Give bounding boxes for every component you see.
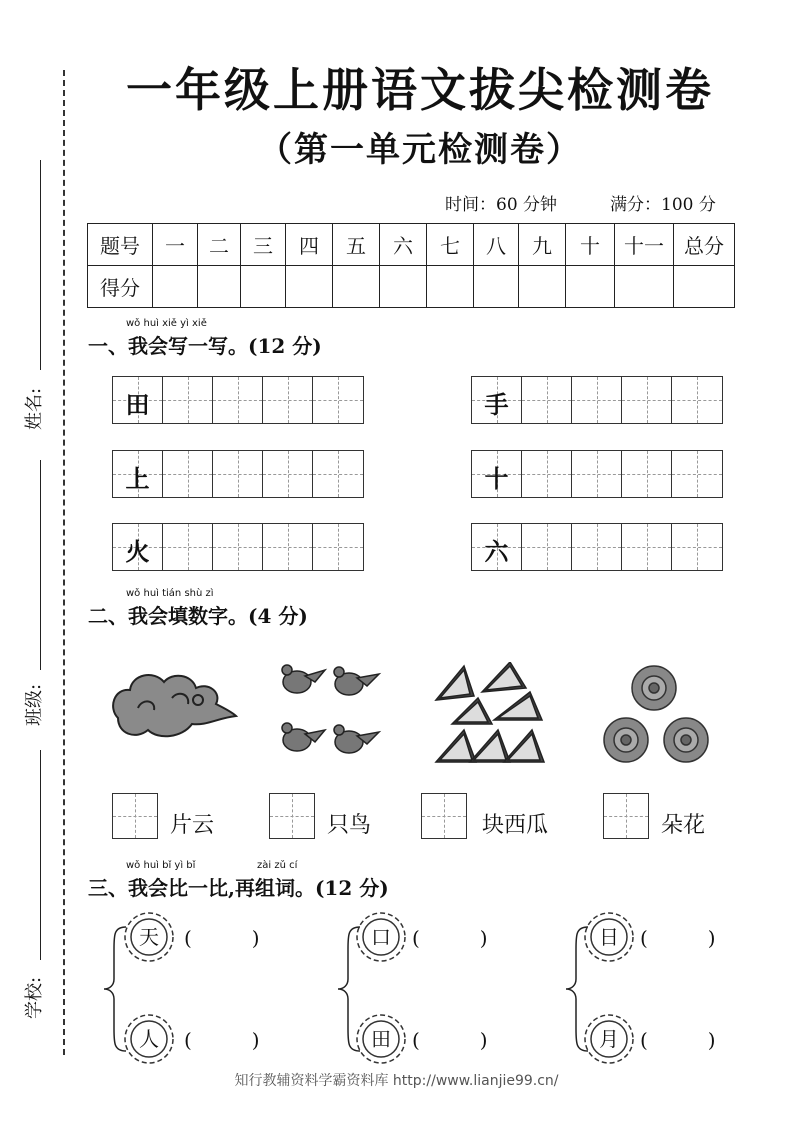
grid-cell[interactable] [672, 451, 722, 497]
word-answer-blank[interactable]: ( ) [412, 1028, 488, 1052]
grid-cell[interactable] [622, 377, 672, 423]
score-input-cell[interactable] [566, 266, 615, 308]
grid-cell[interactable] [313, 377, 363, 423]
table-cell: 四 [286, 224, 333, 266]
section2-title: 二、我会填数字。(4 分) [88, 604, 308, 628]
grid-cell[interactable] [213, 377, 263, 423]
section3-title: 三、我会比一比,再组词。(12 分) [88, 876, 389, 900]
section1-title: 一、我会写一写。(12 分) [88, 334, 322, 358]
table-cell: 七 [427, 224, 474, 266]
score-input-cell[interactable] [241, 266, 286, 308]
score-input-cell[interactable] [380, 266, 427, 308]
grid-cell[interactable] [522, 377, 572, 423]
grid-cell[interactable] [522, 524, 572, 570]
compare-char: 天 [139, 925, 159, 949]
number-input-box[interactable] [603, 793, 649, 839]
score-table-header-row [88, 224, 735, 266]
number-input-box[interactable] [112, 793, 158, 839]
model-char: 十 [484, 464, 509, 493]
grid-cell [113, 524, 163, 570]
score-table [87, 223, 735, 308]
section2-pinyin: wǒ huì tián shù zì [126, 588, 214, 599]
table-cell: 总分 [674, 224, 735, 266]
grid-cell[interactable] [622, 524, 672, 570]
table-cell: 五 [333, 224, 380, 266]
model-char: 田 [125, 390, 150, 419]
school-blank-line [40, 750, 41, 960]
grid-cell[interactable] [213, 451, 263, 497]
grid-cell[interactable] [163, 451, 213, 497]
grid-cell[interactable] [572, 451, 622, 497]
score-input-cell[interactable] [286, 266, 333, 308]
table-cell: 得分 [88, 266, 153, 308]
grid-cell [113, 377, 163, 423]
section1-pinyin: wǒ huì xiě yì xiě [126, 318, 207, 329]
class-label: 班级: [24, 683, 46, 727]
table-cell: 十 [566, 224, 615, 266]
score-input-cell[interactable] [615, 266, 674, 308]
writing-grid-row [112, 376, 364, 424]
model-char: 上 [125, 464, 150, 493]
word-answer-blank[interactable]: ( ) [412, 926, 488, 950]
grid-cell[interactable] [263, 524, 313, 570]
table-cell: 题号 [88, 224, 153, 266]
unit-label: 片云 [170, 813, 215, 838]
score-input-cell[interactable] [198, 266, 241, 308]
grid-cell[interactable] [163, 377, 213, 423]
writing-grid-row [471, 376, 723, 424]
score-table-score-row [88, 266, 735, 308]
class-blank-line [40, 460, 41, 670]
compare-char: 人 [139, 1027, 159, 1051]
grid-cell [472, 451, 522, 497]
unit-label: 朵花 [661, 813, 706, 838]
name-blank-line [40, 160, 41, 370]
number-input-box[interactable] [269, 793, 315, 839]
word-answer-blank[interactable]: ( ) [184, 1028, 260, 1052]
watermelon-icon [434, 662, 546, 766]
section3-pinyin: wǒ huì bǐ yì bǐ [126, 860, 196, 871]
grid-cell[interactable] [263, 377, 313, 423]
name-label: 姓名: [24, 387, 46, 431]
score-input-cell[interactable] [333, 266, 380, 308]
score-input-cell[interactable] [674, 266, 735, 308]
word-answer-blank[interactable]: ( ) [640, 926, 716, 950]
score-input-cell[interactable] [427, 266, 474, 308]
binding-dashed-line [63, 70, 65, 1055]
writing-grid-row [471, 450, 723, 498]
birds-icon [275, 656, 383, 768]
school-label: 学校: [24, 976, 46, 1020]
grid-cell[interactable] [572, 377, 622, 423]
grid-cell[interactable] [522, 451, 572, 497]
writing-grid-row [112, 450, 364, 498]
table-cell: 一 [153, 224, 198, 266]
page-title: 一年级上册语文拔尖检测卷 [126, 63, 714, 117]
table-cell: 八 [474, 224, 519, 266]
model-char: 六 [484, 537, 509, 566]
table-cell: 三 [241, 224, 286, 266]
compare-char: 月 [599, 1027, 619, 1051]
score-input-cell[interactable] [474, 266, 519, 308]
grid-cell[interactable] [313, 524, 363, 570]
table-cell: 十一 [615, 224, 674, 266]
grid-cell[interactable] [163, 524, 213, 570]
footer-link[interactable]: 知行教辅资料学霸资料库 http://www.lianjie99.cn/ [234, 1073, 559, 1089]
cloud-icon [108, 668, 240, 744]
compare-char: 日 [599, 925, 619, 949]
flowers-icon [600, 660, 716, 768]
grid-cell[interactable] [622, 451, 672, 497]
time-limit: 时间：60 分钟 [445, 195, 558, 215]
grid-cell[interactable] [572, 524, 622, 570]
table-cell: 九 [519, 224, 566, 266]
unit-label: 块西瓜 [482, 813, 549, 838]
compare-char: 田 [371, 1027, 391, 1051]
grid-cell [113, 451, 163, 497]
writing-grid-row [112, 523, 364, 571]
full-score: 满分：100 分 [610, 195, 716, 215]
writing-grid-row [471, 523, 723, 571]
grid-cell[interactable] [263, 451, 313, 497]
number-input-box[interactable] [421, 793, 467, 839]
score-input-cell[interactable] [153, 266, 198, 308]
compare-char: 口 [371, 925, 391, 949]
model-char: 火 [125, 537, 150, 566]
model-char: 手 [484, 390, 509, 419]
grid-cell [472, 377, 522, 423]
grid-cell [472, 524, 522, 570]
word-answer-blank[interactable]: ( ) [640, 1028, 716, 1052]
grid-cell[interactable] [672, 524, 722, 570]
score-input-cell[interactable] [519, 266, 566, 308]
table-cell: 六 [380, 224, 427, 266]
grid-cell[interactable] [672, 377, 722, 423]
unit-label: 只鸟 [327, 813, 372, 838]
section3-pinyin: zài zǔ cí [257, 860, 298, 871]
grid-cell[interactable] [213, 524, 263, 570]
page-subtitle: （第一单元检测卷） [258, 130, 582, 170]
table-cell: 二 [198, 224, 241, 266]
grid-cell[interactable] [313, 451, 363, 497]
word-answer-blank[interactable]: ( ) [184, 926, 260, 950]
